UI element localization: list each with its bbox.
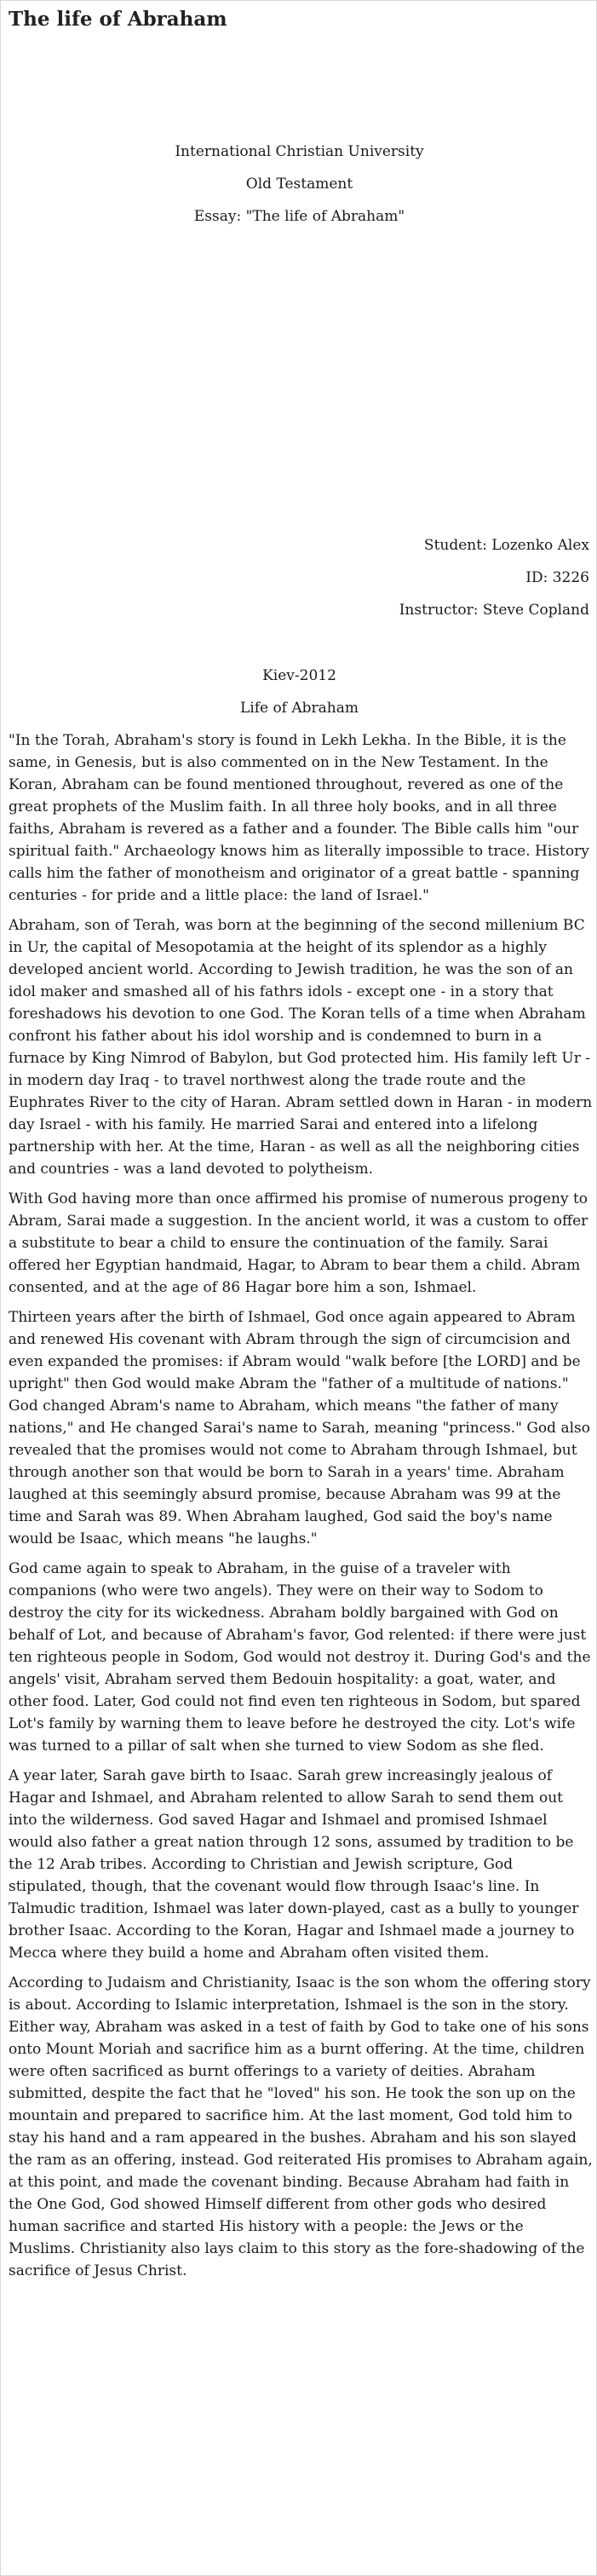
essay-paragraph: According to Judaism and Christianity, Isaac is the son whom the offering story is about. According to Islamic interpretation, Ishmael is the son in the story. Either way, Abraham was asked in a test of faith by God to take one of his sons onto Mount Moriah and sacrifice him as a burnt offering. At the time, children were often sacrificed as burnt offerings to a variety of deities. Abraham submitted, despite the fact that he "loved" his son. He took the son up on the mountain and prepared to sacrifice him. At the last moment, God told him to stay his hand and a ram appeared in the bushes. Abraham and his son slayed the ram as an offering, instead. God reiterated His promises to Abraham again, at this point, and made the covenant binding. Because Abraham had faith in the One God, God showed Himself different from other gods who desired human sacrifice and started His history with a people: the Jews or the Muslims. Christianity also lays claim to this story as the fore-shadowing of the sacrifice of Jesus Christ. <box>9 1974 593 2279</box>
student-id: ID: 3226 <box>525 569 589 586</box>
essay-paragraph: God came again to speak to Abraham, in the guise of a traveler with companions (who were two angels). They were on their way to Sodom to destroy the city for its wickedness. Abraham boldly bargained with God on behalf of Lot, and because of Abraham's favor, God relented: if there were just ten righteous people in Sodom, God would not destroy it. During God's and the angels' visit, Abraham served them Bedouin hospitality: a goat, water, and other food. Later, God could not find even ten righteous in Sodom, but spared Lot's family by warning them to leave before he destroyed the city. Lot's wife was turned to a pillar of salt when she turned to view Sodom as she fled. <box>9 1560 591 1755</box>
university-name: International Christian University <box>175 143 424 160</box>
essay-paragraph: "In the Torah, Abraham's story is found in Lekh Lekha. In the Bible, it is the same, in Genesis, but is also commented on in the New Testament. In the Koran, Abraham can be found mentioned throughout, revered as one of the great prophets of the Muslim faith. In all three holy books, and in all three faiths, Abraham is revered as a father and a founder. The Bible calls him "our spiritual faith." Archaeology knows him as literally impossible to trace. History calls him the father of monotheism and originator of a great battle - spanning centuries - for pride and a little place: the land of Israel." <box>9 732 589 904</box>
student-name: Student: Lozenko Alex <box>423 537 589 554</box>
instructor-name: Instructor: Steve Copland <box>399 602 589 619</box>
cover-block <box>1 135 597 233</box>
student-info-block <box>399 529 589 626</box>
essay-paragraph: A year later, Sarah gave birth to Isaac. Sarah grew increasingly jealous of Hagar and Ishmael, and Abraham relented to allow Sarah to send them out into the wilderness. God saved Hagar and Ishmael and promised Ishmael would also father a great nation through 12 sons, assumed by tradition to be the 12 Arab tribes. According to Christian and Jewish scripture, God stipulated, though, that the covenant would flow through Isaac's line. In Talmudic tradition, Ishmael was later down-played, cast as a bully to younger brother Isaac. According to the Koran, Hagar and Ishmael made a journey to Mecca where they build a home and Abraham often visited them. <box>9 1767 579 1962</box>
place-date: Kiev-2012 <box>262 667 336 684</box>
essay-paragraph: Thirteen years after the birth of Ishmael, God once again appeared to Abram and renewed His covenant with Abram through the sign of circumcision and even expanded the promises: if Abram would "walk before [the LORD] and be upright" then God would make Abram the "father of a multitude of nations." God changed Abram's name to Abraham, which means "the father of many nations," and He changed Sarai's name to Sarah, meaning "princess." God also revealed that the promises would not come to Abraham through Ishmael, but through another son that would be born to Sarah in a years' time. Abraham laughed at this seemingly absurd promise, because Abraham was 99 at the time and Sarah was 89. When Abraham laughed, God said the boy's name would be Isaac, which means "he laughs." <box>9 1309 590 1547</box>
essay-heading: Life of Abraham <box>239 700 359 717</box>
essay-paragraph: Abraham, son of Terah, was born at the beginning of the second millenium BC in Ur, the capital of Mesopotamia at the height of its splendor as a highly developed ancient world. According to Jewish tradition, he was the son of an idol maker and smashed all of his fathrs idols - except one - in a story that foreshadows his devotion to one God. The Koran tells of a time when Abraham confront his father about his idol worship and is condemned to burn in a furnace by King Nimrod of Babylon, but God protected him. His family left Ur - in modern day Iraq - to travel northwest along the trade route and the Euphrates River to the city of Haran. Abram settled down in Haran - in modern day Israel - with his family. He married Sarai and entered into a lifelong partnership with her. At the time, Haran - as well as all the neighboring cities and countries - was a land devoted to polytheism. <box>9 917 593 1178</box>
essay-paragraph: With God having more than once affirmed his promise of numerous progeny to Abram, Sarai made a suggestion. In the ancient world, it was a custom to offer a substitute to bear a child to ensure the continuation of the family. Sarai offered her Egyptian handmaid, Hagar, to Abram to bear them a child. Abram consented, and at the age of 86 Hagar bore him a son, Ishmael. <box>9 1190 588 1296</box>
essay-body <box>9 729 593 2290</box>
course-name: Old Testament <box>245 176 353 193</box>
document-title: The life of Abraham <box>9 8 227 31</box>
essay-title: Essay: "The life of Abraham" <box>193 208 405 225</box>
essay-heading-block <box>1 660 597 724</box>
